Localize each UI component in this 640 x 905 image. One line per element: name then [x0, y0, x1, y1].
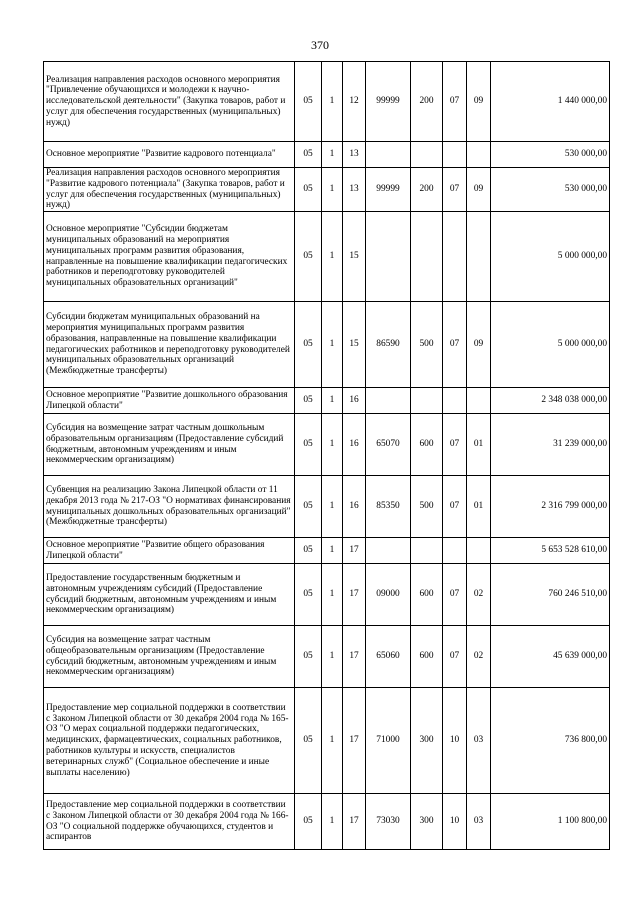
- code-subprogram: 1: [322, 476, 343, 538]
- code-event: 17: [343, 626, 366, 688]
- code-expense-type: 200: [411, 62, 443, 142]
- amount-value: 1 100 800,00: [491, 794, 610, 850]
- table-body: [44, 62, 610, 850]
- table-row: [44, 168, 610, 212]
- amount-value: 5 000 000,00: [491, 302, 610, 388]
- code-expense-type: 200: [411, 168, 443, 212]
- code-event: 15: [343, 212, 366, 302]
- code-program: 05: [295, 388, 322, 414]
- code-direction: [366, 142, 411, 168]
- code-direction: 85350: [366, 476, 411, 538]
- amount-value: 2 316 799 000,00: [491, 476, 610, 538]
- code-subprogram: 1: [322, 212, 343, 302]
- code-subsection: 09: [467, 168, 491, 212]
- code-expense-type: 600: [411, 626, 443, 688]
- code-event: 16: [343, 388, 366, 414]
- table-row: [44, 302, 610, 388]
- code-subprogram: 1: [322, 302, 343, 388]
- code-section: 10: [443, 688, 467, 794]
- code-program: 05: [295, 626, 322, 688]
- amount-value: 45 639 000,00: [491, 626, 610, 688]
- code-event: 13: [343, 168, 366, 212]
- code-expense-type: [411, 212, 443, 302]
- code-program: 05: [295, 212, 322, 302]
- table-row: [44, 142, 610, 168]
- code-event: 12: [343, 62, 366, 142]
- item-description: Основное мероприятие "Развитие дошкольного образования Липецкой области": [44, 388, 295, 414]
- code-subsection: 02: [467, 626, 491, 688]
- item-description: Субвенция на реализацию Закона Липецкой области от 11 декабря 2013 года № 217-ОЗ "О нормативах финансирования муниципальных дошкольных образовательных организаций" (Межбюджетные трансферты): [44, 476, 295, 538]
- amount-value: 530 000,00: [491, 142, 610, 168]
- code-subsection: [467, 212, 491, 302]
- code-subsection: 02: [467, 564, 491, 626]
- code-direction: 99999: [366, 168, 411, 212]
- code-subsection: 01: [467, 476, 491, 538]
- code-expense-type: [411, 388, 443, 414]
- table-row: [44, 476, 610, 538]
- code-expense-type: 300: [411, 688, 443, 794]
- code-subsection: 09: [467, 302, 491, 388]
- item-description: Предоставление государственным бюджетным и автономным учреждениям субсидий (Предоставление субсидий бюджетным, автономным учреждениям и иным некоммерческим организациям): [44, 564, 295, 626]
- code-subprogram: 1: [322, 168, 343, 212]
- code-direction: 65060: [366, 626, 411, 688]
- code-subsection: [467, 142, 491, 168]
- budget-table: [43, 61, 610, 850]
- code-subsection: 03: [467, 688, 491, 794]
- amount-value: 736 800,00: [491, 688, 610, 794]
- code-direction: 09000: [366, 564, 411, 626]
- item-description: Основное мероприятие "Развитие общего образования Липецкой области": [44, 538, 295, 564]
- item-description: Субсидии бюджетам муниципальных образований на мероприятия муниципальных программ развития образования, направленные на повышение квалификации педагогических работников и переподготовку руководителей муниципальных образовательных организаций (Межбюджетные трансферты): [44, 302, 295, 388]
- code-section: 07: [443, 302, 467, 388]
- table-row: [44, 212, 610, 302]
- code-subsection: 03: [467, 794, 491, 850]
- amount-value: 1 440 000,00: [491, 62, 610, 142]
- code-event: 16: [343, 476, 366, 538]
- code-subprogram: 1: [322, 626, 343, 688]
- code-subprogram: 1: [322, 564, 343, 626]
- code-subprogram: 1: [322, 62, 343, 142]
- code-section: 07: [443, 414, 467, 476]
- code-event: 16: [343, 414, 366, 476]
- code-subsection: [467, 538, 491, 564]
- code-subsection: 09: [467, 62, 491, 142]
- code-expense-type: 500: [411, 302, 443, 388]
- code-event: 17: [343, 794, 366, 850]
- amount-value: 530 000,00: [491, 168, 610, 212]
- item-description: Реализация направления расходов основного мероприятия "Развитие кадрового потенциала" (Закупка товаров, работ и услуг для обеспечения государственных (муниципальных) нужд): [44, 168, 295, 212]
- table-row: [44, 564, 610, 626]
- page-number: 370: [311, 38, 329, 52]
- item-description: Субсидия на возмещение затрат частным дошкольным образовательным организациям (Предоставление субсидий бюджетным, автономным учреждениям и иным некоммерческим организациям): [44, 414, 295, 476]
- code-subprogram: 1: [322, 388, 343, 414]
- table-row: [44, 62, 610, 142]
- table-row: [44, 794, 610, 850]
- item-description: Предоставление мер социальной поддержки в соответствии с Законом Липецкой области от 30 декабря 2004 года № 166-ОЗ "О социальной поддержке обучающихся, студентов и аспирантов: [44, 794, 295, 850]
- amount-value: 31 239 000,00: [491, 414, 610, 476]
- code-section: 07: [443, 476, 467, 538]
- code-program: 05: [295, 62, 322, 142]
- code-program: 05: [295, 414, 322, 476]
- code-section: 07: [443, 62, 467, 142]
- code-direction: 73030: [366, 794, 411, 850]
- code-program: 05: [295, 538, 322, 564]
- code-direction: 99999: [366, 62, 411, 142]
- table-row: [44, 626, 610, 688]
- code-expense-type: 500: [411, 476, 443, 538]
- code-expense-type: [411, 142, 443, 168]
- table-row: [44, 538, 610, 564]
- amount-value: 760 246 510,00: [491, 564, 610, 626]
- code-section: 07: [443, 564, 467, 626]
- code-expense-type: 600: [411, 414, 443, 476]
- code-section: [443, 212, 467, 302]
- code-direction: 86590: [366, 302, 411, 388]
- code-program: 05: [295, 564, 322, 626]
- code-section: [443, 142, 467, 168]
- code-event: 17: [343, 688, 366, 794]
- code-section: [443, 388, 467, 414]
- code-program: 05: [295, 142, 322, 168]
- code-program: 05: [295, 794, 322, 850]
- amount-value: 2 348 038 000,00: [491, 388, 610, 414]
- amount-value: 5 000 000,00: [491, 212, 610, 302]
- item-description: Предоставление мер социальной поддержки в соответствии с Законом Липецкой области от 30 декабря 2004 года № 165-ОЗ "О мерах социальной поддержки педагогических, медицинских, фармацевтических, социальных работников, работников культуры и искусств, специалистов ветеринарных служб" (Социальное обеспечение и иные выплаты населению): [44, 688, 295, 794]
- code-subprogram: 1: [322, 688, 343, 794]
- table-row: [44, 414, 610, 476]
- item-description: Реализация направления расходов основного мероприятия "Привлечение обучающихся и молодежи к научно-исследовательской деятельности" (Закупка товаров, работ и услуг для обеспечения государственных (муниципальных) нужд): [44, 62, 295, 142]
- code-subsection: [467, 388, 491, 414]
- code-subprogram: 1: [322, 142, 343, 168]
- code-direction: 71000: [366, 688, 411, 794]
- code-event: 17: [343, 564, 366, 626]
- code-direction: 65070: [366, 414, 411, 476]
- table-row: [44, 688, 610, 794]
- code-section: 07: [443, 626, 467, 688]
- code-expense-type: 300: [411, 794, 443, 850]
- code-event: 17: [343, 538, 366, 564]
- amount-value: 5 653 528 610,00: [491, 538, 610, 564]
- code-program: 05: [295, 688, 322, 794]
- code-section: 10: [443, 794, 467, 850]
- code-subprogram: 1: [322, 538, 343, 564]
- item-description: Основное мероприятие "Развитие кадрового потенциала": [44, 142, 295, 168]
- code-direction: [366, 538, 411, 564]
- table-row: [44, 388, 610, 414]
- item-description: Основное мероприятие "Субсидии бюджетам муниципальных образований на мероприятия муниципальных программ развития образования, направленные на повышение квалификации педагогических работников и переподготовку руководителей муниципальных образовательных организаций": [44, 212, 295, 302]
- code-subprogram: 1: [322, 414, 343, 476]
- code-direction: [366, 212, 411, 302]
- code-section: [443, 538, 467, 564]
- code-event: 15: [343, 302, 366, 388]
- code-program: 05: [295, 302, 322, 388]
- code-expense-type: [411, 538, 443, 564]
- code-subsection: 01: [467, 414, 491, 476]
- code-section: 07: [443, 168, 467, 212]
- code-program: 05: [295, 476, 322, 538]
- code-direction: [366, 388, 411, 414]
- code-expense-type: 600: [411, 564, 443, 626]
- code-subprogram: 1: [322, 794, 343, 850]
- item-description: Субсидия на возмещение затрат частным общеобразовательным организациям (Предоставление субсидий бюджетным, автономным учреждениям и иным некоммерческим организациям): [44, 626, 295, 688]
- code-event: 13: [343, 142, 366, 168]
- code-program: 05: [295, 168, 322, 212]
